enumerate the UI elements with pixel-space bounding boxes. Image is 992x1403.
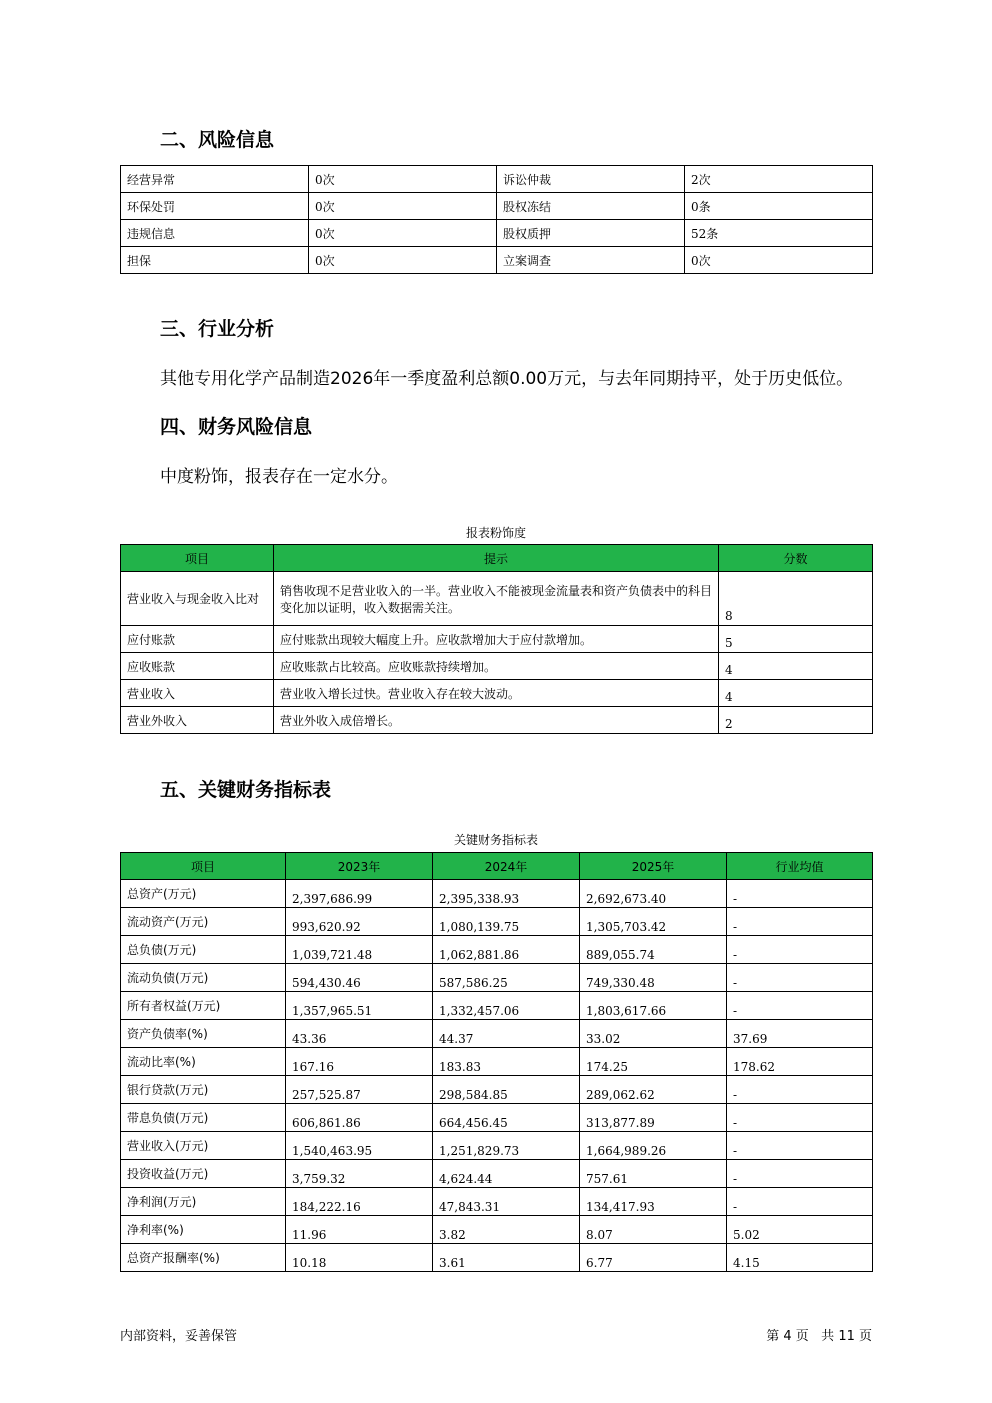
kpi-2023: 993,620.92 (286, 908, 433, 936)
kpi-2024: 4,624.44 (433, 1160, 580, 1188)
kpi-row (121, 1104, 873, 1132)
whitewash-item: 营业收入 (121, 680, 274, 707)
header-item: 项目 (121, 545, 274, 572)
kpi-2023: 3,759.32 (286, 1160, 433, 1188)
kpi-item: 总负债(万元) (121, 936, 286, 964)
footer-confidential: 内部资料，妥善保管 (120, 1329, 238, 1344)
risk-info-table (120, 165, 873, 274)
kpi-2023: 606,861.86 (286, 1104, 433, 1132)
kpi-2023: 1,357,965.51 (286, 992, 433, 1020)
kpi-2024: 47,843.31 (433, 1188, 580, 1216)
kpi-2025: 134,417.93 (580, 1188, 727, 1216)
whitewash-hint: 营业外收入成倍增长。 (274, 707, 719, 734)
whitewash-score: 4 (719, 653, 873, 680)
kpi-row (121, 1216, 873, 1244)
risk-section-title: 二、风险信息 (160, 129, 275, 151)
kpi-2025: 2,692,673.40 (580, 880, 727, 908)
header-score: 分数 (719, 545, 873, 572)
kpi-2024: 3.82 (433, 1216, 580, 1244)
kpi-item: 带息负债(万元) (121, 1104, 286, 1132)
kpi-2025: 313,877.89 (580, 1104, 727, 1132)
whitewash-item: 应付账款 (121, 626, 274, 653)
kpi-industry-avg: - (727, 880, 873, 908)
kpi-row (121, 1132, 873, 1160)
risk-label: 股权冻结 (497, 193, 685, 220)
kpi-item: 流动负债(万元) (121, 964, 286, 992)
whitewash-score: 2 (719, 707, 873, 734)
risk-value: 52条 (685, 220, 873, 247)
kpi-2025: 1,305,703.42 (580, 908, 727, 936)
kpi-2024: 298,584.85 (433, 1076, 580, 1104)
kpi-item: 净利润(万元) (121, 1188, 286, 1216)
kpi-2025: 889,055.74 (580, 936, 727, 964)
kpi-row (121, 964, 873, 992)
risk-label: 诉讼仲裁 (497, 166, 685, 193)
kpi-item: 投资收益(万元) (121, 1160, 286, 1188)
risk-label: 经营异常 (121, 166, 309, 193)
risk-value: 0次 (309, 247, 497, 274)
kpi-2025: 1,803,617.66 (580, 992, 727, 1020)
kpi-2024: 183.83 (433, 1048, 580, 1076)
whitewash-hint: 营业收入增长过快。营业收入存在较大波动。 (274, 680, 719, 707)
kpi-item: 总资产报酬率(%) (121, 1244, 286, 1272)
kpi-2025: 33.02 (580, 1020, 727, 1048)
whitewash-hint: 销售收现不足营业收入的一半。营业收入不能被现金流量表和资产负债表中的科目变化加以证明，收入数据需关注。 (274, 572, 719, 626)
whitewash-hint: 应收账款占比较高。应收账款持续增加。 (274, 653, 719, 680)
risk-label: 环保处罚 (121, 193, 309, 220)
kpi-2025: 289,062.62 (580, 1076, 727, 1104)
kpi-industry-avg: - (727, 1104, 873, 1132)
kpi-2024: 44.37 (433, 1020, 580, 1048)
kpi-industry-avg: 37.69 (727, 1020, 873, 1048)
kpi-industry-avg: - (727, 1160, 873, 1188)
industry-analysis-text: 其他专用化学产品制造2026年一季度盈利总额0.00万元，与去年同期持平，处于历史低位。 (160, 369, 854, 389)
kpi-row (121, 1188, 873, 1216)
kpi-2023: 184,222.16 (286, 1188, 433, 1216)
kpi-industry-avg: - (727, 1188, 873, 1216)
kpi-row (121, 936, 873, 964)
risk-row (121, 220, 873, 247)
kpi-row (121, 1160, 873, 1188)
risk-row (121, 166, 873, 193)
header-hint: 提示 (274, 545, 719, 572)
kpi-item: 资产负债率(%) (121, 1020, 286, 1048)
kpi-2024: 1,062,881.86 (433, 936, 580, 964)
kpi-industry-avg: - (727, 1076, 873, 1104)
kpi-industry-avg: 5.02 (727, 1216, 873, 1244)
kpi-table-caption: 关键财务指标表 (453, 833, 538, 847)
whitewash-score: 5 (719, 626, 873, 653)
risk-value: 0次 (309, 166, 497, 193)
kpi-2024: 3.61 (433, 1244, 580, 1272)
kpi-industry-avg: 4.15 (727, 1244, 873, 1272)
kpi-2023: 43.36 (286, 1020, 433, 1048)
whitewash-hint: 应付账款出现较大幅度上升。应收款增加大于应付款增加。 (274, 626, 719, 653)
kpi-2025: 174.25 (580, 1048, 727, 1076)
kpi-2025: 8.07 (580, 1216, 727, 1244)
kpi-table (120, 852, 873, 1272)
whitewash-item: 营业外收入 (121, 707, 274, 734)
whitewash-row (121, 653, 873, 680)
kpi-2023: 257,525.87 (286, 1076, 433, 1104)
kpi-header-2025: 2025年 (580, 853, 727, 880)
kpi-row (121, 1048, 873, 1076)
kpi-item: 营业收入(万元) (121, 1132, 286, 1160)
risk-row (121, 193, 873, 220)
kpi-2024: 2,395,338.93 (433, 880, 580, 908)
kpi-2024: 587,586.25 (433, 964, 580, 992)
risk-value: 0条 (685, 193, 873, 220)
kpi-industry-avg: 178.62 (727, 1048, 873, 1076)
kpi-industry-avg: - (727, 908, 873, 936)
whitewash-row (121, 572, 873, 626)
risk-label: 立案调查 (497, 247, 685, 274)
risk-label: 担保 (121, 247, 309, 274)
kpi-2025: 6.77 (580, 1244, 727, 1272)
kpi-item: 流动比率(%) (121, 1048, 286, 1076)
kpi-2023: 2,397,686.99 (286, 880, 433, 908)
kpi-2024: 1,332,457.06 (433, 992, 580, 1020)
kpi-header-industry-avg: 行业均值 (727, 853, 873, 880)
kpi-2024: 1,080,139.75 (433, 908, 580, 936)
finrisk-section-title: 四、财务风险信息 (160, 416, 313, 438)
finrisk-summary-text: 中度粉饰，报表存在一定水分。 (160, 467, 398, 487)
kpi-header-item: 项目 (121, 853, 286, 880)
risk-label: 股权质押 (497, 220, 685, 247)
kpi-industry-avg: - (727, 992, 873, 1020)
kpi-row (121, 908, 873, 936)
whitewash-table (120, 544, 873, 734)
risk-value: 0次 (685, 247, 873, 274)
kpi-row (121, 1076, 873, 1104)
kpi-2023: 594,430.46 (286, 964, 433, 992)
kpi-2024: 664,456.45 (433, 1104, 580, 1132)
whitewash-score: 8 (719, 572, 873, 626)
kpi-header-2024: 2024年 (433, 853, 580, 880)
kpi-header-2023: 2023年 (286, 853, 433, 880)
kpi-item: 流动资产(万元) (121, 908, 286, 936)
kpi-2025: 757.61 (580, 1160, 727, 1188)
kpi-2023: 11.96 (286, 1216, 433, 1244)
kpi-2024: 1,251,829.73 (433, 1132, 580, 1160)
footer-page-number: 第 4 页 共 11 页 (766, 1329, 872, 1344)
risk-value: 2次 (685, 166, 873, 193)
kpi-item: 总资产(万元) (121, 880, 286, 908)
whitewash-row (121, 707, 873, 734)
kpi-item: 净利率(%) (121, 1216, 286, 1244)
kpi-2023: 10.18 (286, 1244, 433, 1272)
kpi-row (121, 1244, 873, 1272)
kpi-2025: 749,330.48 (580, 964, 727, 992)
kpi-row (121, 880, 873, 908)
risk-row (121, 247, 873, 274)
kpi-2023: 167.16 (286, 1048, 433, 1076)
whitewash-row (121, 680, 873, 707)
whitewash-table-caption: 报表粉饰度 (465, 526, 526, 540)
whitewash-item: 应收账款 (121, 653, 274, 680)
kpi-2025: 1,664,989.26 (580, 1132, 727, 1160)
kpi-section-title: 五、关键财务指标表 (160, 779, 332, 801)
kpi-item: 银行贷款(万元) (121, 1076, 286, 1104)
whitewash-row (121, 626, 873, 653)
risk-label: 违规信息 (121, 220, 309, 247)
industry-section-title: 三、行业分析 (160, 318, 275, 340)
kpi-industry-avg: - (727, 964, 873, 992)
kpi-2023: 1,039,721.48 (286, 936, 433, 964)
kpi-industry-avg: - (727, 936, 873, 964)
kpi-row (121, 1020, 873, 1048)
kpi-row (121, 992, 873, 1020)
kpi-industry-avg: - (727, 1132, 873, 1160)
risk-value: 0次 (309, 220, 497, 247)
whitewash-score: 4 (719, 680, 873, 707)
whitewash-item: 营业收入与现金收入比对 (121, 572, 274, 626)
risk-value: 0次 (309, 193, 497, 220)
kpi-2023: 1,540,463.95 (286, 1132, 433, 1160)
kpi-item: 所有者权益(万元) (121, 992, 286, 1020)
